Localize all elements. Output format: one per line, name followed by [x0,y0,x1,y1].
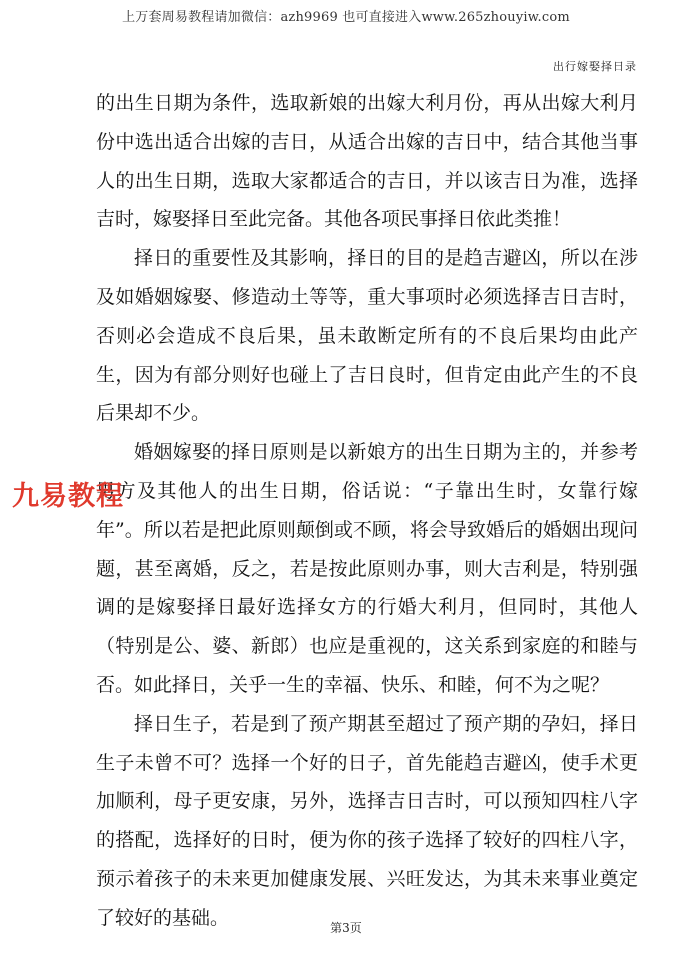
top-banner: 上万套周易教程请加微信：azh9969 也可直接进入www.265zhouyiw.com [122,10,570,25]
watermark-logo: 九易教程 [12,481,124,512]
running-header: 出行嫁娶择日录 [553,60,637,73]
paragraph-importance: 择日的重要性及其影响，择日的目的是趋吉避凶，所以在涉及如婚姻嫁娶、修造动土等等，重大事项时必须选择吉日吉时，否则必会造成不良后果，虽未敢断定所有的不良后果均由此产生，因为有部分则好也碰上了吉日良时，但肯定由此产生的不良后果却不少。 [96,247,638,425]
paragraph-continuation: 的出生日期为条件，选取新娘的出嫁大利月份，再从出嫁大利月份中选出适合出嫁的吉日，从适合出嫁的吉日中，结合其他当事人的出生日期，选取大家都适合的吉日，并以该吉日为准，选择吉时，嫁娶择日至此完备。其他各项民事择日依此类推！ [96,92,638,231]
document-body [96,84,638,938]
paragraph-marriage-principle: 婚姻嫁娶的择日原则是以新娘方的出生日期为主的，并参考男方及其他人的出生日期，俗话说：“子靠出生时，女靠行嫁年”。所以若是把此原则颠倒或不顾，将会导致婚后的婚姻出现问题，甚至离婚，反之，若是按此原则办事，则大吉利是，特别强调的是嫁娶择日最好选择女方的行婚大利月，但同时，其他人（特别是公、婆、新郎）也应是重视的，这关系到家庭的和睦与否。如此择日，关乎一生的幸福、快乐、和睦，何不为之呢？ [96,441,638,696]
paragraph-childbirth: 择日生子，若是到了预产期甚至超过了预产期的孕妇，择日生子未曾不可？选择一个好的日子，首先能趋吉避凶，使手术更加顺利，母子更安康，另外，选择吉日吉时，可以预知四柱八字的搭配，选择好的日时，便为你的孩子选择了较好的四柱八字，预示着孩子的未来更加健康发展、兴旺发达，为其未来事业奠定了较好的基础。 [96,712,638,929]
page-number: 第3页 [330,921,362,935]
